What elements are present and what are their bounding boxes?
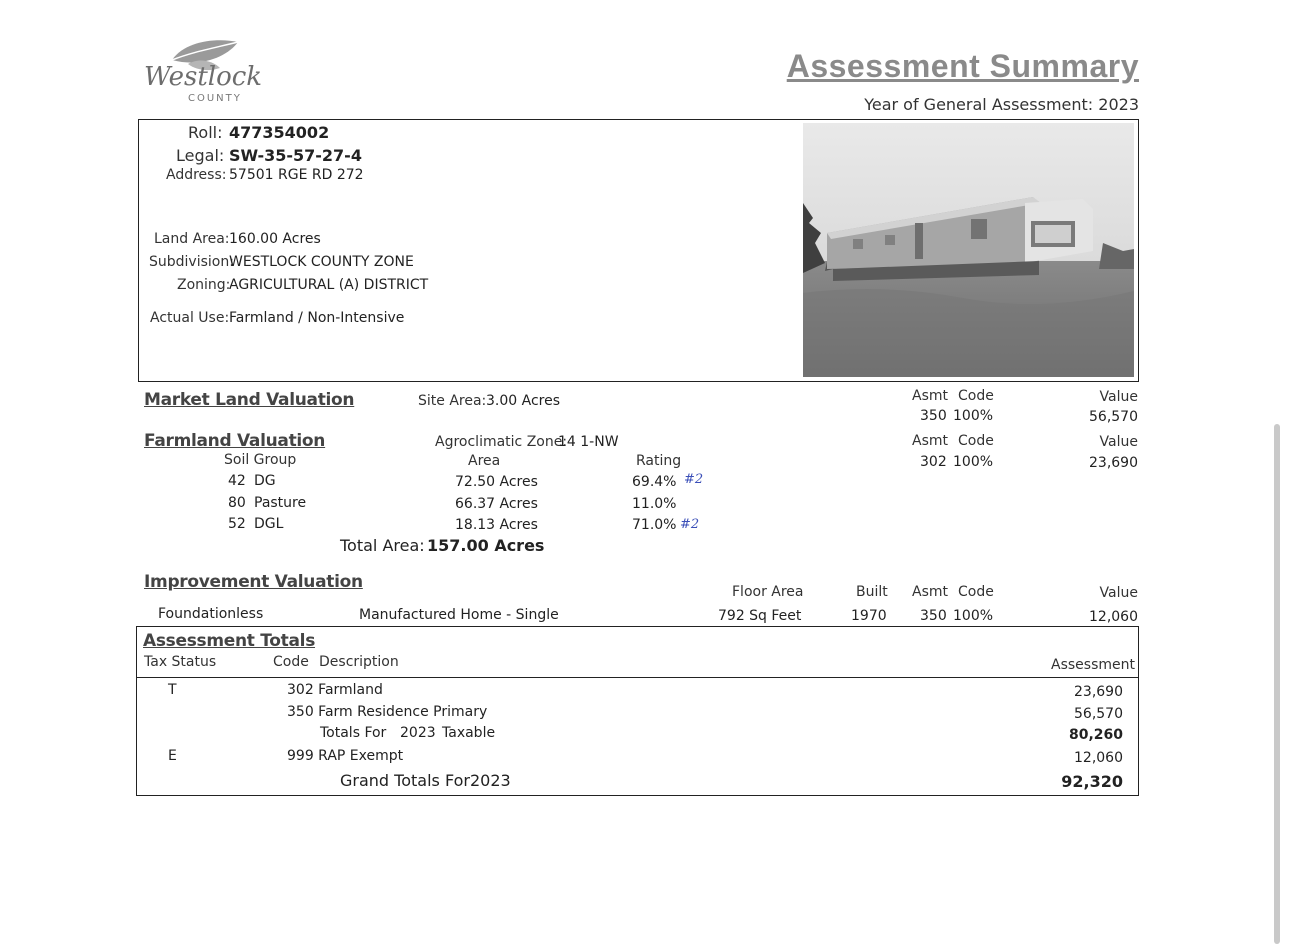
tax-status: T xyxy=(168,682,177,698)
legal-label: Legal: xyxy=(176,146,225,165)
market-asmt-label: Asmt xyxy=(912,388,948,404)
roll-number: 477354002 xyxy=(229,123,330,142)
handwritten-note: #2 xyxy=(684,472,704,487)
market-land-title: Market Land Valuation xyxy=(144,390,355,410)
soil-rating: 71.0% xyxy=(632,517,677,533)
improvement-value-label: Value xyxy=(1099,585,1138,601)
scrollbar[interactable] xyxy=(1274,424,1280,944)
soil-group-number: 80 xyxy=(228,495,246,511)
address-value: 57501 RGE RD 272 xyxy=(229,167,364,183)
floor-area-value: 792 Sq Feet xyxy=(718,608,802,624)
grand-total-value: 92,320 xyxy=(1061,772,1123,791)
area-header: Area xyxy=(468,453,501,469)
handwritten-note: #2 xyxy=(680,517,700,532)
improvement-title: Improvement Valuation xyxy=(144,572,363,592)
assessment-totals-title: Assessment Totals xyxy=(143,631,316,651)
soil-rating: 11.0% xyxy=(632,496,677,512)
market-value: 56,570 xyxy=(1089,409,1138,425)
improvement-value: 12,060 xyxy=(1089,609,1138,625)
soil-group-number: 52 xyxy=(228,516,246,532)
rating-header: Rating xyxy=(636,453,682,469)
improvement-code-label: Code xyxy=(958,584,994,600)
farmland-code: 100% xyxy=(953,454,994,470)
zoning-label: Zoning: xyxy=(177,277,231,293)
market-code: 100% xyxy=(953,408,994,424)
assessment-header: Assessment xyxy=(1051,657,1135,673)
roll-label: Roll: xyxy=(188,123,223,142)
soil-group-name: DGL xyxy=(254,516,284,532)
total-area-value: 157.00 Acres xyxy=(427,536,545,555)
logo-subtitle: COUNTY xyxy=(188,93,242,104)
improvement-code: 100% xyxy=(953,608,994,624)
farmland-asmt-label: Asmt xyxy=(912,433,948,449)
description-header: Description xyxy=(319,654,399,670)
site-area-label: Site Area: xyxy=(418,393,487,409)
page-title: Assessment Summary xyxy=(786,48,1139,84)
soil-group-name: Pasture xyxy=(254,495,307,511)
improvement-asmt-label: Asmt xyxy=(912,584,948,600)
totals-assessment: 56,570 xyxy=(1074,706,1123,722)
grand-total-year: 2023 xyxy=(470,771,511,790)
land-area-label: Land Area: xyxy=(154,231,230,247)
site-area-value: 3.00 Acres xyxy=(486,393,561,409)
soil-group-name: DG xyxy=(254,473,276,489)
improvement-type: Foundationless xyxy=(158,606,264,622)
total-area-label: Total Area: xyxy=(340,536,425,555)
taxable-total-suffix: Taxable xyxy=(442,725,496,741)
actual-use-label: Actual Use: xyxy=(150,310,230,326)
totals-header-divider xyxy=(137,677,1138,678)
totals-assessment: 23,690 xyxy=(1074,684,1123,700)
actual-use-value: Farmland / Non-Intensive xyxy=(229,310,405,326)
taxable-total-year: 2023 xyxy=(400,725,436,741)
built-header: Built xyxy=(856,584,888,600)
code-header: Code xyxy=(273,654,309,670)
address-label: Address: xyxy=(166,167,227,183)
farmland-code-label: Code xyxy=(958,433,994,449)
market-value-label: Value xyxy=(1099,389,1138,405)
assessment-year xyxy=(864,95,1139,114)
floor-area-header: Floor Area xyxy=(732,584,804,600)
market-code-label: Code xyxy=(958,388,994,404)
farmland-asmt: 302 xyxy=(920,454,947,470)
improvement-asmt: 350 xyxy=(920,608,947,624)
market-asmt: 350 xyxy=(920,408,947,424)
taxable-total-value: 80,260 xyxy=(1068,727,1123,743)
agroclimatic-zone-value: 14 1-NW xyxy=(558,434,619,450)
soil-area: 18.13 Acres xyxy=(455,517,538,533)
logo-name: Westlock xyxy=(144,62,263,92)
totals-description: 350 Farm Residence Primary xyxy=(287,704,488,720)
land-area-value: 160.00 Acres xyxy=(229,231,321,247)
soil-group-header: Soil Group xyxy=(224,452,297,468)
subdivision-label: Subdivision: xyxy=(149,254,234,270)
taxable-total-label: Totals For xyxy=(320,725,387,741)
soil-rating: 69.4% xyxy=(632,474,677,490)
year-value: 2023 xyxy=(1098,95,1139,114)
subdivision-value: WESTLOCK COUNTY ZONE xyxy=(229,254,414,270)
improvement-description: Manufactured Home - Single xyxy=(359,607,559,623)
tax-status: E xyxy=(168,748,177,764)
totals-description: 999 RAP Exempt xyxy=(287,748,404,764)
farmland-value-label: Value xyxy=(1099,434,1138,450)
built-year: 1970 xyxy=(851,608,887,624)
farmland-value: 23,690 xyxy=(1089,455,1138,471)
property-photo xyxy=(803,123,1134,377)
year-label: Year of General Assessment: xyxy=(864,95,1094,114)
totals-assessment: 12,060 xyxy=(1074,750,1123,766)
farmland-title: Farmland Valuation xyxy=(144,431,326,451)
soil-area: 66.37 Acres xyxy=(455,496,538,512)
agroclimatic-zone-label: Agroclimatic Zone: xyxy=(435,434,568,450)
soil-area: 72.50 Acres xyxy=(455,474,538,490)
grand-total-label: Grand Totals For xyxy=(340,771,470,790)
soil-group-number: 42 xyxy=(228,473,246,489)
tax-status-header: Tax Status xyxy=(144,654,217,670)
totals-description: 302 Farmland xyxy=(287,682,383,698)
legal-description: SW-35-57-27-4 xyxy=(229,146,362,165)
zoning-value: AGRICULTURAL (A) DISTRICT xyxy=(229,277,429,293)
